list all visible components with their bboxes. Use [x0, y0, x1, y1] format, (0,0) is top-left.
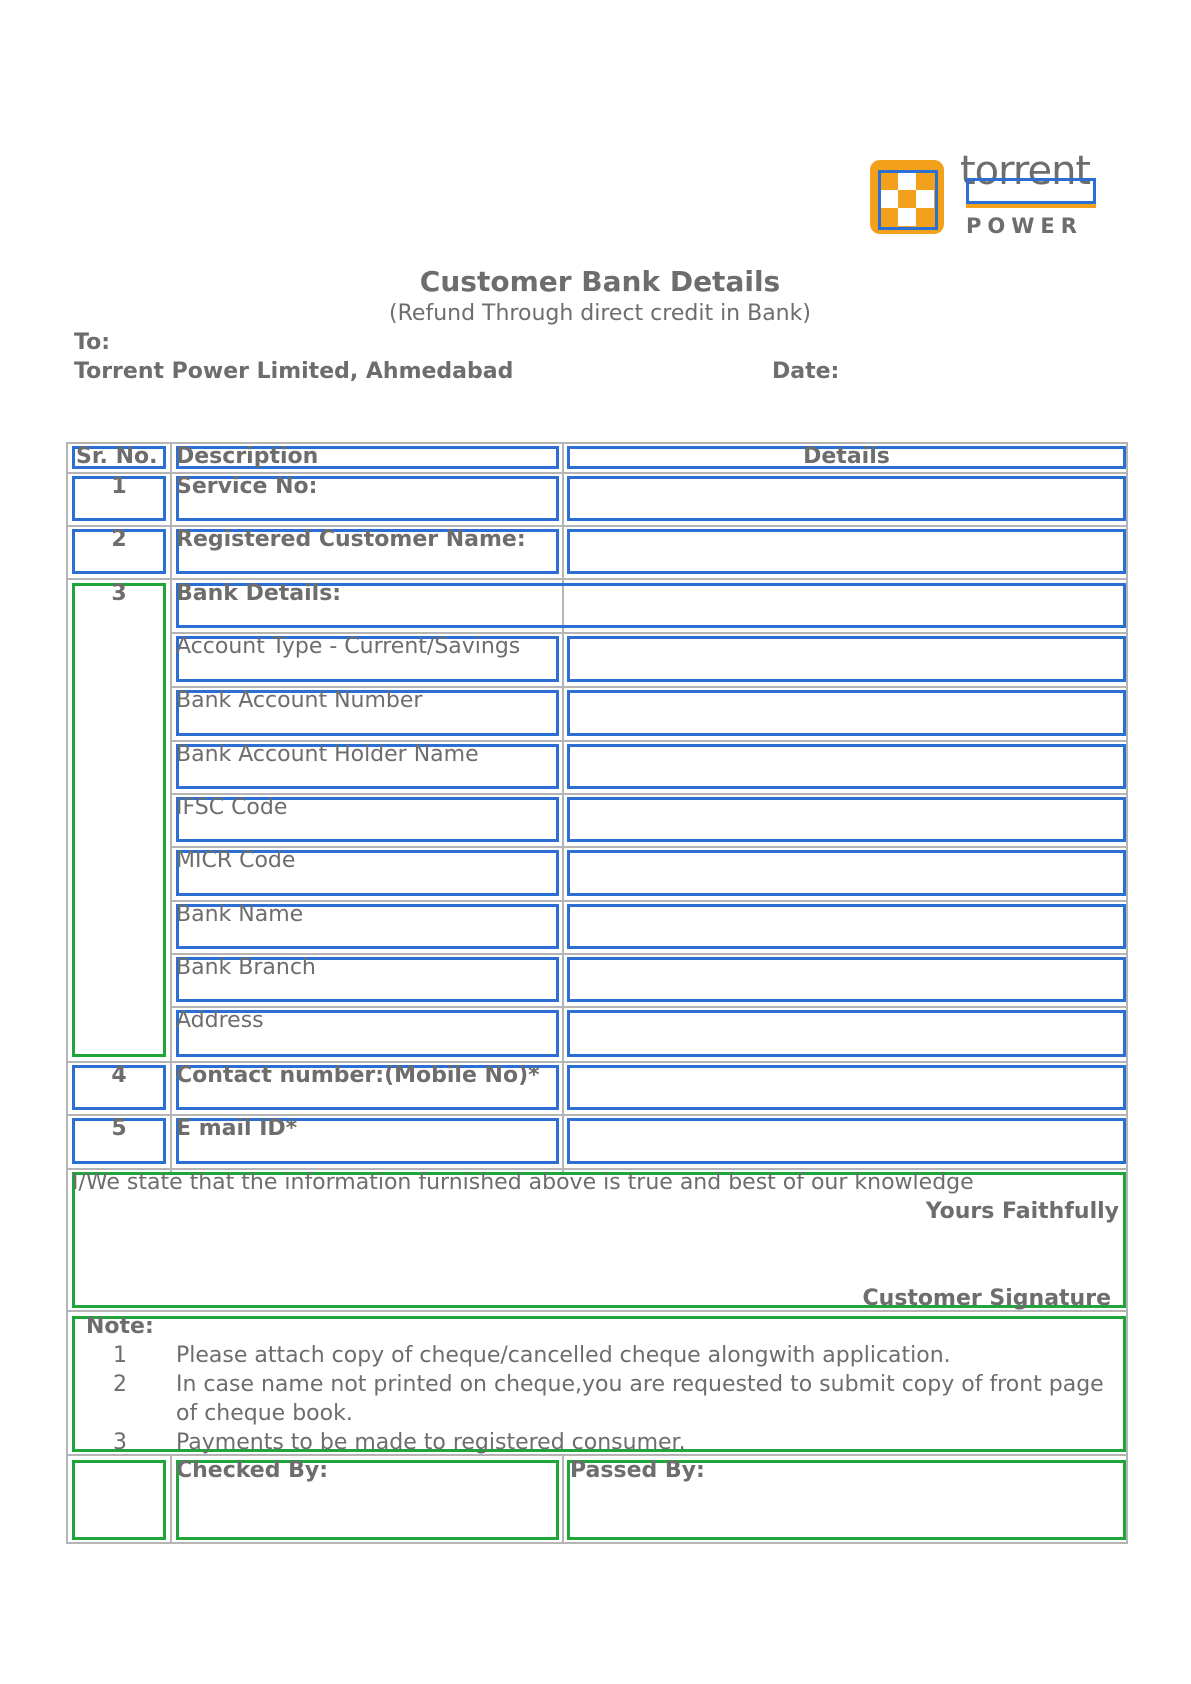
row4-sr: 4	[111, 1063, 127, 1088]
logo-sub: POWER	[966, 214, 1083, 238]
row1-label: Service No:	[176, 474, 318, 499]
row5-label: E mail ID*	[176, 1116, 298, 1141]
micr-input[interactable]	[567, 850, 1126, 896]
row1-sr: 1	[111, 474, 127, 499]
row4-label: Contact number:(Mobile No)*	[176, 1063, 540, 1088]
service-no-input[interactable]	[567, 476, 1126, 521]
note-number: 1	[113, 1343, 127, 1368]
page-title: Customer Bank Details	[419, 265, 781, 298]
logo-square-icon	[870, 160, 944, 234]
to-label: To:	[74, 330, 110, 355]
bank-name-input[interactable]	[567, 904, 1126, 949]
header-sr: Sr. No.	[76, 444, 158, 469]
bank-field-label: Bank Name	[176, 902, 304, 927]
bank-field-label: Bank Account Holder Name	[176, 742, 479, 767]
closing-text: Yours Faithfully	[925, 1199, 1119, 1224]
passed-by-label: Passed By:	[570, 1458, 705, 1483]
bank-field-label: MICR Code	[176, 848, 296, 873]
account-number-input[interactable]	[567, 690, 1126, 736]
email-input[interactable]	[567, 1118, 1126, 1164]
footer-blank-cell	[72, 1460, 166, 1540]
note-text-continued: of cheque book.	[176, 1401, 353, 1426]
logo-word: torrent	[960, 148, 1091, 194]
note-number: 2	[113, 1372, 127, 1397]
bank-field-label: Address	[176, 1008, 264, 1033]
holder-name-input[interactable]	[567, 744, 1126, 789]
note-number: 3	[113, 1430, 127, 1455]
page-subtitle: (Refund Through direct credit in Bank)	[389, 301, 811, 326]
address-line: Torrent Power Limited, Ahmedabad	[74, 359, 514, 384]
checked-by-label: Checked By:	[176, 1458, 329, 1483]
row3-label: Bank Details:	[176, 581, 342, 606]
mobile-input[interactable]	[567, 1065, 1126, 1110]
date-label: Date:	[772, 359, 840, 384]
note-text: In case name not printed on cheque,you are requested to submit copy of front page	[176, 1372, 1104, 1397]
torrent-power-logo	[870, 148, 1110, 238]
note-text: Payments to be made to registered consumer.	[176, 1430, 686, 1455]
row5-sr: 5	[111, 1116, 127, 1141]
row2-label: Registered Customer Name:	[176, 527, 526, 552]
bank-branch-input[interactable]	[567, 957, 1126, 1002]
header-details: Details	[803, 444, 890, 469]
notes-title: Note:	[86, 1314, 154, 1339]
note-text: Please attach copy of cheque/cancelled cheque alongwith application.	[176, 1343, 951, 1368]
bank-field-label: Account Type - Current/Savings	[176, 634, 521, 659]
signature-label: Customer Signature	[862, 1286, 1111, 1311]
bank-field-label: IFSC Code	[176, 795, 288, 820]
row3-sr-cell	[72, 583, 166, 1057]
bank-address-input[interactable]	[567, 1010, 1126, 1057]
header-description: Description	[176, 444, 319, 469]
bank-field-label: Bank Account Number	[176, 688, 423, 713]
declaration-text: I/We state that the information furnished above is true and best of our knowledge	[72, 1170, 974, 1195]
row2-sr: 2	[111, 527, 127, 552]
row3-sr: 3	[111, 581, 127, 606]
account-type-input[interactable]	[567, 636, 1126, 682]
ifsc-input[interactable]	[567, 797, 1126, 842]
bank-field-label: Bank Branch	[176, 955, 316, 980]
customer-name-input[interactable]	[567, 529, 1126, 574]
